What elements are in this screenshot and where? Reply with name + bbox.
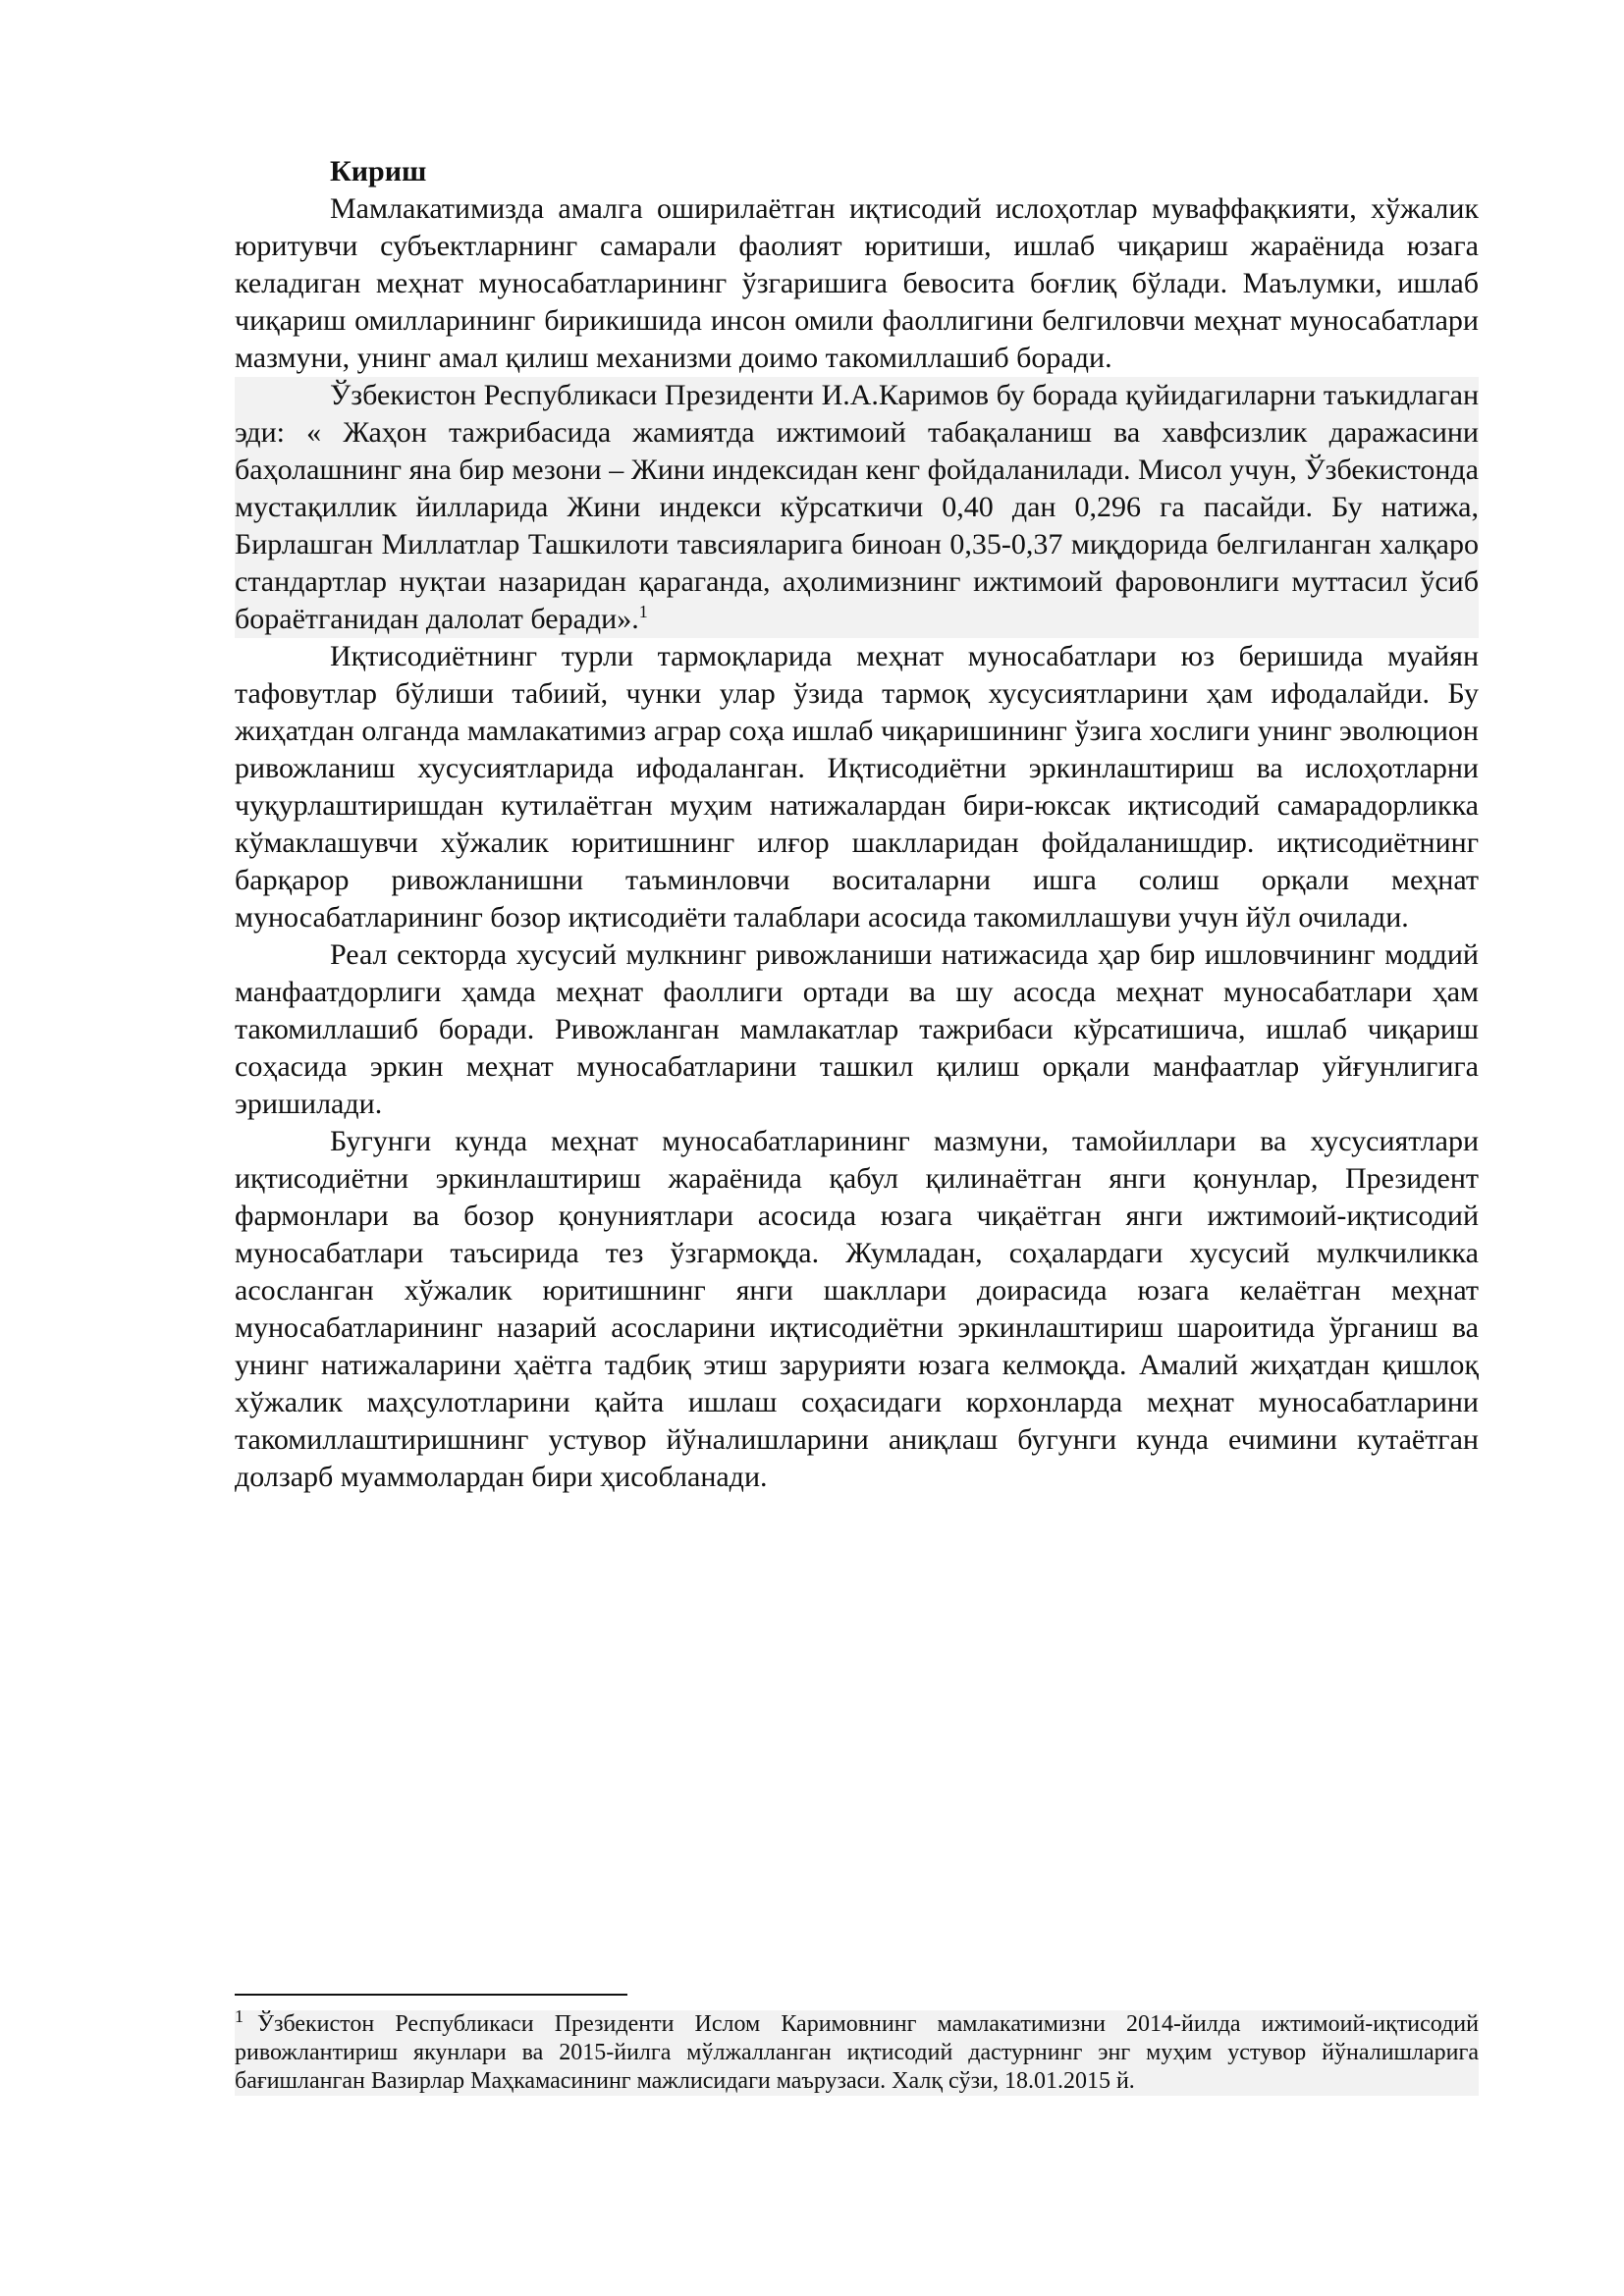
main-text bbox=[235, 153, 1479, 1496]
footnote-reference[interactable]: 1 bbox=[638, 602, 648, 621]
paragraph-text: Реал секторда хусусий мулкнинг ривожланиши натижасида ҳар бир ишловчининг моддий манфаатдорлиги ҳамда меҳнат фаоллиги ортади ва шу асосда меҳнат муносабатлари ҳам такомиллашиб боради. Ривожланган мамлакатлар тажрибаси кўрсатишича, ишлаб чиқариш соҳасида эркин меҳнат муносабатларини ташкил қилиш орқали манфаатлар уйғунлигига эришилади. bbox=[235, 938, 1479, 1120]
paragraph-text: Бугунги кунда меҳнат муносабатларининг мазмуни, тамойиллари ва хусусиятлари иқтисодиётни эркинлаштириш жараёнида қабул қилинаётган янги қонунлар, Президент фармонлари ва бозор қонуниятлари асосида юзага чиқаётган янги ижтимоий-иқтисодий муносабатлари таъсирида тез ўзгармоқда. Жумладан, соҳалардаги хусусий мулкчиликка асосланган хўжалик юритишнинг янги шакллари доирасида юзага келаётган меҳнат муносабатларининг назарий асосларини иқтисодиётни эркинлаштириш шароитида ўрганиш ва унинг натижаларини ҳаётга тадбиқ этиш зарурияти юзага келмоқда. Амалий жиҳатдан қишлоқ хўжалик маҳсулотларини қайта ишлаш соҳасидаги корхонларда меҳнат муносабатларини такомиллаштиришнинг устувор йўналишларини аниқлаш бугунги кунда ечимини кутаётган долзарб муаммолардан бири ҳисобланади. bbox=[235, 1125, 1479, 1493]
paragraph-3 bbox=[235, 638, 1479, 936]
section-heading: Кириш bbox=[330, 155, 427, 187]
paragraph-1 bbox=[235, 190, 1479, 377]
paragraph-2-quote bbox=[235, 377, 1479, 638]
paragraph-text: Ўзбекистон Республикаси Президенти И.А.Каримов бу борада қуйидагиларни таъкидлаган эди: « Жаҳон тажрибасида жамиятда ижтимоий табақаланиш ва хавфсизлик даражасини баҳолашнинг яна бир мезони – Жини индексидан кенг фойдаланилади. Мисол учун, Ўзбекистонда мустақиллик йилларида Жини индекси кўрсаткичи 0,40 дан 0,296 га пасайди. Бу натижа, Бирлашган Миллатлар Ташкилоти тавсияларига биноан 0,35-0,37 миқдорида белгиланган халқаро стандартлар нуқтаи назаридан қараганда, аҳолимизнинг ижтимоий фаровонлиги муттасил ўсиб бораётганидан далолат беради». bbox=[235, 379, 1479, 635]
footnote-separator bbox=[235, 1994, 627, 1996]
footnote bbox=[235, 2006, 1479, 2096]
footnote-text: Ўзбекистон Республикаси Президенти Ислом Каримовнинг мамлакатимизни 2014-йилда ижтимоий-иқтисодий ривожлантириш якунлари ва 2015-йилга мўлжалланган иқтисодий дастурнинг энг муҳим устувор йўналишларига бағишланган Вазирлар Маҳкамасининг мажлисидаги маърузаси. Халқ сўзи, 18.01.2015 й. bbox=[235, 2011, 1479, 2094]
paragraph-5 bbox=[235, 1123, 1479, 1496]
footnote-number: 1 bbox=[235, 2006, 244, 2026]
paragraph-text: Мамлакатимизда амалга оширилаётган иқтисодий ислоҳотлар муваффақкияти, хўжалик юритувчи субъектларнинг самарали фаолият юритиши, ишлаб чиқариш жараёнида юзага келадиган меҳнат муносабатларининг ўзгаришига бевосита боғлиқ бўлади. Маълумки, ишлаб чиқариш омилларининг бирикишида инсон омили фаоллигини белгиловчи меҳнат муносабатлари мазмуни, унинг амал қилиш механизми доимо такомиллашиб боради. bbox=[235, 192, 1479, 374]
paragraph-4 bbox=[235, 936, 1479, 1123]
paragraph-text: Иқтисодиётнинг турли тармоқларида меҳнат муносабатлари юз беришида муайян тафовутлар бўлиши табиий, чунки улар ўзида тармоқ хусусиятларини ҳам ифодалайди. Бу жиҳатдан олганда мамлакатимиз аграр соҳа ишлаб чиқаришининг ўзига хослиги унинг эволюцион ривожланиш хусусиятларида ифодаланган. Иқтисодиётни эркинлаштириш ва ислоҳотларни чуқурлаштиришдан кутилаётган муҳим натижалардан бири-юксак иқтисодий самарадорликка кўмаклашувчи хўжалик юритишнинг илғор шаклларидан фойдаланишдир. иқтисодиётнинг барқарор ривожланишни таъминловчи воситаларни ишга солиш орқали меҳнат муносабатларининг бозор иқтисодиёти талаблари асосида такомиллашуви учун йўл очилади. bbox=[235, 640, 1479, 934]
